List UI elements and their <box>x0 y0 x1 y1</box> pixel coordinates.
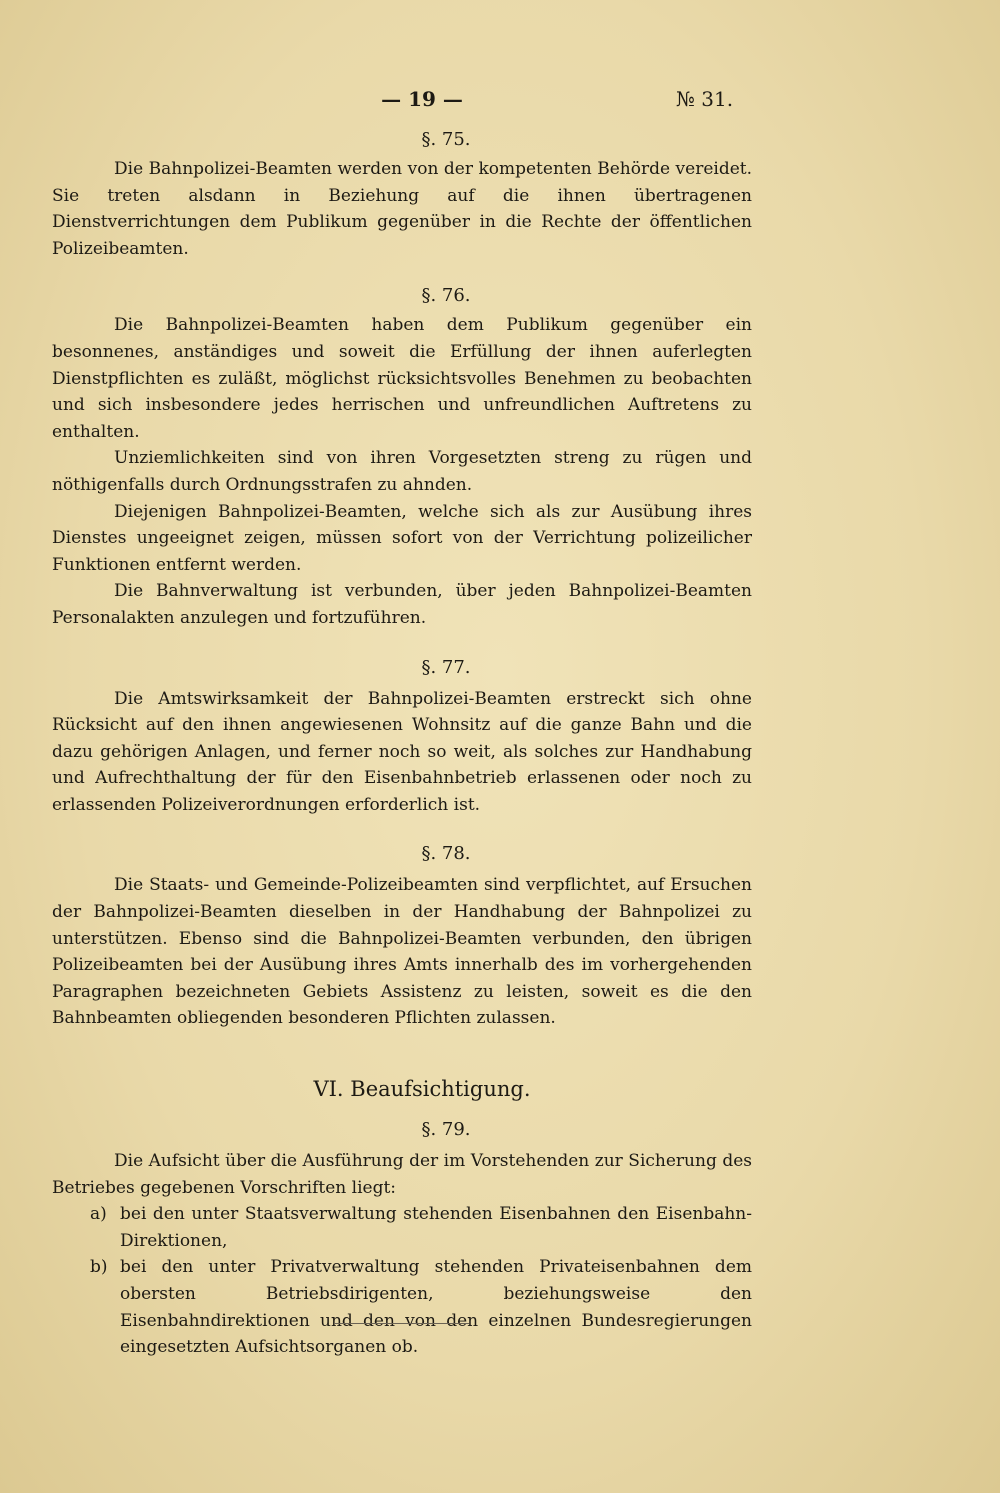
page-number: — 19 — <box>381 87 463 111</box>
paragraph-76-3: Diejenigen Bahnpolizei-Beamten, welche sich als zur Ausübung ihres Dienstes ungeeignet zeigen, müssen sofort von der Verrichtung polizeilicher Funktionen entfernt werden. <box>52 501 752 575</box>
closing-rule <box>334 1323 469 1324</box>
list-text-b: bei den unter Privatverwaltung stehenden Privateisenbahnen dem obersten Betriebsdirigenten, beziehungsweise den Eisenbahndirektionen und den von den einzelnen Bundesregierungen eingesetzten Aufsichtsorganen ob. <box>120 1257 752 1358</box>
section-heading-79: §. 79. <box>421 1119 471 1141</box>
paragraph-77-1: Die Amtswirksamkeit der Bahnpolizei-Beamten erstreckt sich ohne Rücksicht auf den ihnen angewiesenen Wohnsitz auf die ganze Bahn und die dazu gehörigen Anlagen, und ferner noch so weit, als solches zur Handhabung und Aufrechthaltung der für den Eisenbahnbetrieb erlassenen oder noch zu erlassenden Polizeiverordnungen erforderlich ist. <box>52 688 752 815</box>
paragraph-79-intro: Die Aufsicht über die Ausführung der im Vorstehenden zur Sicherung des Betriebes gegebenen Vorschriften liegt: <box>52 1151 752 1198</box>
paragraph-78-1: Die Staats- und Gemeinde-Polizeibeamten sind verpflichtet, auf Ersuchen der Bahnpolizei-Beamten dieselben in der Handhabung der Bahnpolizei zu unterstützen. Ebenso sind die Bahnpolizei-Beamten verbunden, den übrigen Polizeibeamten bei der Ausübung ihres Amts innerhalb des im vorhergehenden Paragraphen bezeichneten Gebiets Assistenz zu leisten, soweit es die den Bahnbeamten obliegenden besonderen Pflichten zulassen. <box>52 875 752 1029</box>
list-marker-a: a) <box>90 1204 107 1225</box>
page-header <box>0 87 1000 117</box>
section-heading-76: §. 76. <box>421 285 471 307</box>
list-text-a: bei den unter Staatsverwaltung stehenden Eisenbahnen den Eisenbahn-Direktionen, <box>120 1204 752 1251</box>
section-heading-78: §. 78. <box>421 843 471 865</box>
list-marker-b: b) <box>90 1257 108 1278</box>
chapter-title: VI. Beaufsichtigung. <box>313 1077 531 1102</box>
list-item-a <box>52 1201 752 1254</box>
paragraph-75-1: Die Bahnpolizei-Beamten werden von der kompetenten Behörde vereidet. Sie treten alsdann in Beziehung auf die ihnen übertragenen Dienstverrichtungen dem Publikum gegenüber in die Rechte der öffentlichen Polizeibeamten. <box>52 159 752 259</box>
sheet-number: № 31. <box>676 87 734 111</box>
list-item-b <box>52 1254 752 1360</box>
paragraph-76-2: Unziemlichkeiten sind von ihren Vorgesetzten streng zu rügen und nöthigenfalls durch Ordnungsstrafen zu ahnden. <box>52 448 752 495</box>
document-body <box>52 126 752 1361</box>
paragraph-76-1: Die Bahnpolizei-Beamten haben dem Publikum gegenüber ein besonnenes, anständiges und soweit die Erfüllung der ihnen auferlegten Dienstpflichten es zuläßt, möglichst rücksichtsvolles Benehmen zu beobachten und sich insbesondere jedes herrischen und unfreundlichen Auftretens zu enthalten. <box>52 315 752 442</box>
paragraph-76-4: Die Bahnverwaltung ist verbunden, über jeden Bahnpolizei-Beamten Personalakten anzulegen und fortzuführen. <box>52 581 752 628</box>
section-heading-77: §. 77. <box>421 656 471 678</box>
section-heading-75: §. 75. <box>421 129 471 150</box>
